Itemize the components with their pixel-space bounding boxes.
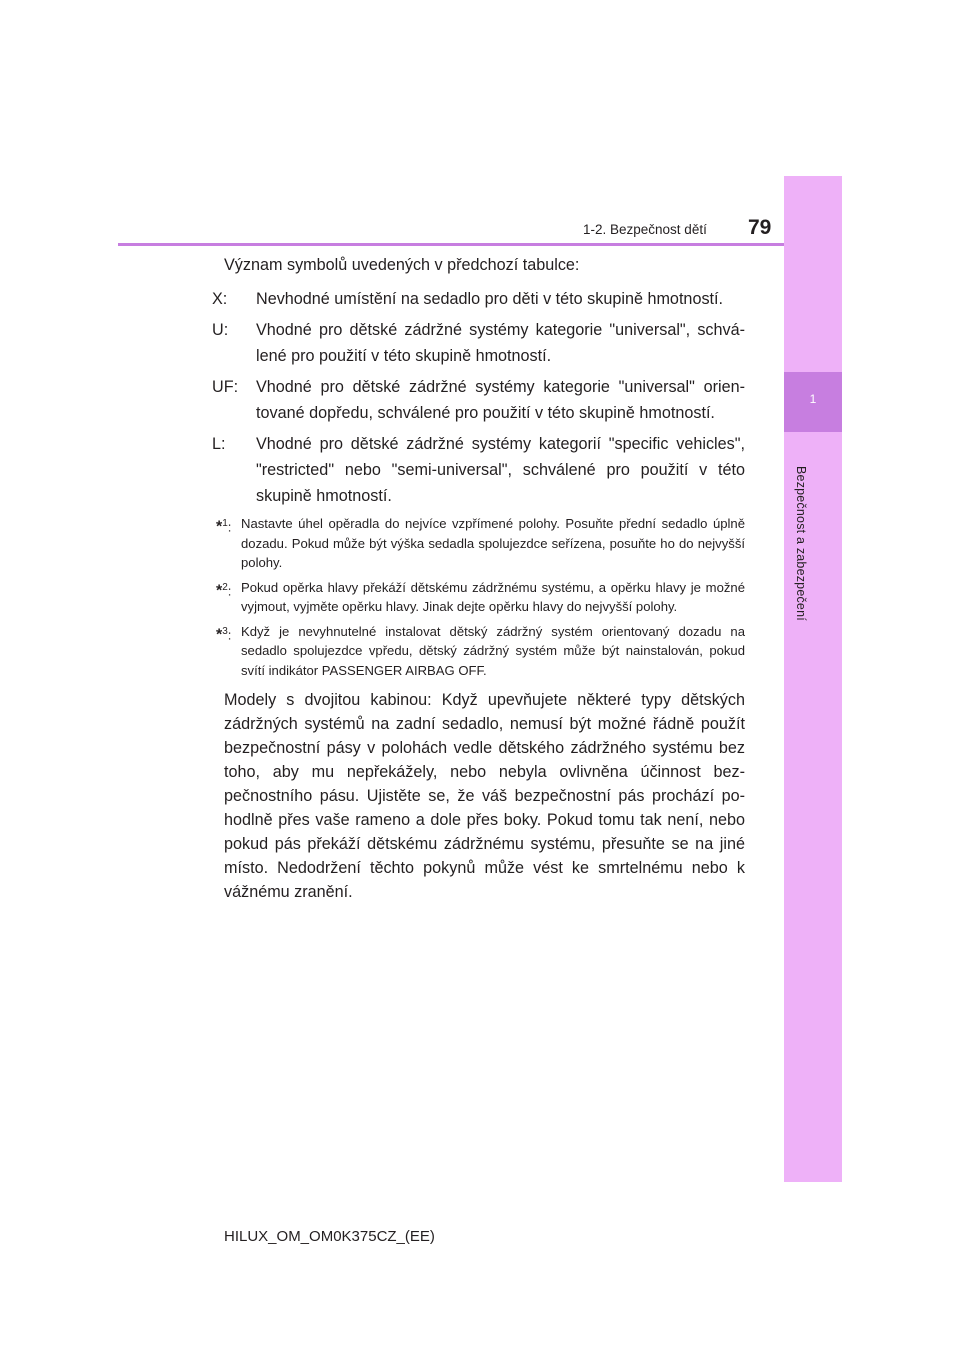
footnote-marker: *$^1$: bbox=[216, 518, 232, 536]
section-title: 1-2. Bezpečnost dětí bbox=[583, 222, 707, 237]
definition-key: X: bbox=[212, 290, 228, 308]
footnote-2 bbox=[216, 578, 745, 617]
symbols-intro: Význam symbolů uvedených v předchozí tabulce: bbox=[224, 256, 580, 274]
footnote-text: Když je nevyhnutelné instalovat dětský zádržný systém orientovaný dozadu na sedadlo spolujezdce vpředu, dětský zádržný systém může být nainstalován, pokud svítí indikátor PASSENGER AIRBAG OFF. bbox=[241, 623, 745, 678]
definition-text: Vhodné pro dětské zádržné systémy kategorií "specific vehicles", "restricted" nebo "semi-universal", schválené pro použití v této skupině hmotností. bbox=[256, 435, 745, 505]
footnote-text: Nastavte úhel opěradla do nejvíce vzpřímené polohy. Posuňte přední sedadlo úplně dozadu. Pokud může být výška sedadla spolujezdce seřízena, posuňte ho do nejvyšší polohy. bbox=[241, 516, 745, 570]
footnote-marker: *$^3$: bbox=[216, 625, 232, 643]
definition-text: Nevhodné umístění na sedadlo pro děti v této skupině hmotností. bbox=[256, 290, 724, 308]
definition-key: UF: bbox=[212, 378, 239, 396]
definition-key: L: bbox=[212, 435, 226, 453]
definition-key: U: bbox=[212, 321, 229, 339]
definition-x bbox=[212, 286, 745, 312]
document-code: HILUX_OM_OM0K375CZ_(EE) bbox=[224, 1228, 435, 1245]
footnote-3 bbox=[216, 622, 745, 681]
page-number: 79 bbox=[748, 216, 772, 239]
main-content bbox=[212, 254, 745, 920]
double-cab-paragraph: Modely s dvojitou kabinou: Když upevňujete některé typy dětských zádržných systémů na zadní sedadlo, nemusí být možné řádně použít bezpečnostní pásy v polohách vedle dětského zádržného systému bez toho, aby mu nepřekážely, nebo nebyla ovlivněna účinnost bezpečnostního pásu. Ujistěte se, že váš bezpečnostní pás prochází pohodlně přes vaše rameno a dole přes boky. Pokud tomu tak není, nebo pokud pás překáží dětskému zádržnému systému, přesuňte se na jiné místo. Nedodržení těchto pokynů může vést ke smrtelnému nebo k vážnému zranění. bbox=[224, 691, 745, 901]
footnote-marker: *$^2$: bbox=[216, 581, 232, 599]
definition-text: Vhodné pro dětské zádržné systémy kategorie "universal" orientované dopředu, schválené pro použití v této skupině hmotností. bbox=[256, 378, 745, 422]
header-divider bbox=[118, 243, 842, 246]
footnote-1 bbox=[216, 514, 745, 573]
chapter-title-vertical: Bezpečnost a zabezpečení bbox=[794, 466, 808, 621]
definition-u bbox=[212, 317, 745, 369]
chapter-number: 1 bbox=[809, 392, 817, 406]
footnote-text: Pokud opěrka hlavy překáží dětskému zádržnému systému, a opěrku hlavy je možné vyjmout, vyjměte opěrku hlavy. Jinak dejte opěrku hlavy do nejvyšší polohy. bbox=[241, 579, 745, 614]
definition-text: Vhodné pro dětské zádržné systémy kategorie "universal", schválené pro použití v této skupině hmotností. bbox=[256, 321, 745, 365]
chapter-side-tab bbox=[784, 176, 842, 1182]
definition-uf bbox=[212, 374, 745, 426]
chapter-number-tab bbox=[784, 372, 842, 432]
definition-l bbox=[212, 431, 745, 509]
